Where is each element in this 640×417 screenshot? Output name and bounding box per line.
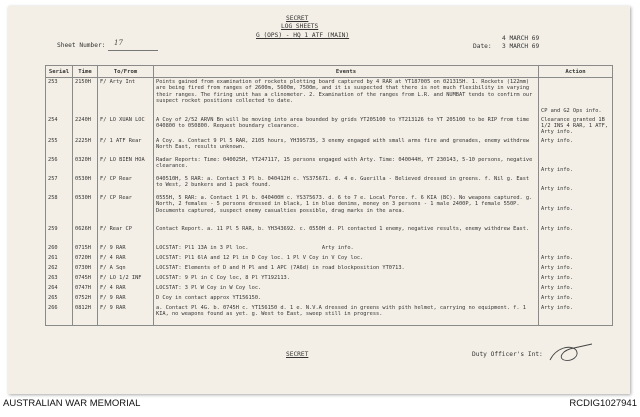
- table-row: [46, 156, 613, 175]
- log-sheet-page: [8, 6, 630, 394]
- tofrom-cell: F/ 9 RAR: [98, 294, 154, 304]
- time-cell: 0752H: [73, 294, 98, 304]
- time-cell: 0720H: [73, 254, 98, 264]
- title-unit: G (OPS) - HQ 1 ATF (MAIN): [256, 32, 350, 39]
- sheet-number-value: 17: [114, 39, 123, 47]
- sheet-number-underline: [108, 50, 158, 51]
- time-cell: 0745H: [73, 274, 98, 284]
- events-cell: 0555H, 5 RAR: a. Contact 1 Pl b. 040400H c. YS375673. d. 6 to 7 e. Local Force. f. 6 KIA (BC). No weapons captured. g. North, 2 females - 5 persons dressed in black, 1 in blue denims, money on 3 persons - 1 male 2400P, 1 female 550P. Documents captured, suspect enemy casualties possible, drag marks in the area.: [154, 194, 539, 225]
- tofrom-cell: F/ LO XUAN LOC: [98, 116, 154, 137]
- table-row: [46, 137, 613, 156]
- time-cell: 2225H: [73, 137, 98, 156]
- col-tofrom-header: To/From: [98, 66, 154, 78]
- time-cell: 0626H: [73, 225, 98, 244]
- serial-cell: 253: [46, 78, 73, 116]
- events-cell: LOCSTAT: Elements of D and H Pl and 1 APC (7A6d) in road blockposition YT0713.: [154, 264, 539, 274]
- archive-reference: RCDIG1027941: [569, 398, 637, 409]
- events-cell: Points gained from examination of rockets plotting board captured by 4 RAR at YT187005 on 021315H. 1. Rockets (122mm) are being fired from ranges of 2600m, 5600m, 7500m, and it is suspected that there is not much flexibility in varying their ranges. The firing unit has a clinometer. 2. Examination of the ranges from L.R. and NUMBAT tends to confirm our suspect rocket positions collected to date.: [154, 78, 539, 116]
- serial-cell: 258: [46, 194, 73, 225]
- duty-officer-label: Duty Officer's Int:: [472, 351, 543, 358]
- table-row: [46, 194, 613, 225]
- date-line-1: 4 MARCH 69: [502, 35, 540, 42]
- tofrom-cell: F/ LO BIEN HOA: [98, 156, 154, 175]
- title-log-sheets: LOG SHEETS: [281, 23, 319, 30]
- time-cell: 0320H: [73, 156, 98, 175]
- action-cell: Arty info.: [539, 304, 613, 326]
- action-cell: CP and G2 Ops info.: [539, 78, 613, 116]
- events-cell: LOCSTAT: Pl1 6lA and 12 Pl in D Coy loc. 1 Pl V Coy in V Coy loc.: [154, 254, 539, 264]
- tofrom-cell: F/ LO 1/2 INF: [98, 274, 154, 284]
- tofrom-cell: F/ Arty Int: [98, 78, 154, 116]
- tofrom-cell: F/ CP Rear: [98, 194, 154, 225]
- action-cell: Arty info.: [539, 175, 613, 194]
- events-cell: LOCSTAT: Pl1 13A in 3 Pl loc. Arty info.: [154, 244, 539, 254]
- time-cell: 0530H: [73, 194, 98, 225]
- time-cell: 0730H: [73, 264, 98, 274]
- table-row: [46, 254, 613, 264]
- events-cell: A Coy of 2/52 ARVN Bn will be moving into area bounded by grids YT205100 to YT213126 to YT 205100 to be RIP from time 040800 to 050800. Request boundary clearance.: [154, 116, 539, 137]
- table-row: [46, 304, 613, 326]
- serial-cell: 255: [46, 137, 73, 156]
- action-cell: Arty info.: [539, 264, 613, 274]
- serial-cell: 259: [46, 225, 73, 244]
- serial-cell: 265: [46, 294, 73, 304]
- table-row: [46, 116, 613, 137]
- action-cell: Arty info.: [539, 156, 613, 175]
- col-serial-header: Serial: [46, 66, 73, 78]
- action-cell: Clearance granted 1B 1/2 INS 4 RAR, 1 ATF, Arty info.: [539, 116, 613, 137]
- serial-cell: 266: [46, 304, 73, 326]
- table-row: [46, 244, 613, 254]
- events-cell: LOCSTAT: 9 Pl in C Coy loc, 8 Pl YT192113.: [154, 274, 539, 284]
- col-time-header: Time: [73, 66, 98, 78]
- serial-cell: 256: [46, 156, 73, 175]
- tofrom-cell: F/ CP Rear: [98, 175, 154, 194]
- tofrom-cell: F/ 1 ATF Rear: [98, 137, 154, 156]
- events-cell: Radar Reports: Time: 040025H, YT247117, 15 persons engaged with Arty. Time: 040044H, YT 230143, 5-10 persons, negative clearance.: [154, 156, 539, 175]
- serial-cell: 260: [46, 244, 73, 254]
- date-label: Date:: [473, 43, 492, 50]
- log-table: [45, 65, 613, 326]
- serial-cell: 262: [46, 264, 73, 274]
- classification-top: SECRET: [286, 15, 309, 22]
- serial-cell: 254: [46, 116, 73, 137]
- time-cell: 0715H: [73, 244, 98, 254]
- sheet-number-label: Sheet Number:: [57, 42, 106, 49]
- events-cell: 040510H, 5 RAR: a. Contact 3 Pl b. 040412H c. YS375671. d. 4 e. Guerilla - Believed dressed in greens. f. Nil g. East to West, 2 bunkers and 1 pack found.: [154, 175, 539, 194]
- tofrom-cell: F/ A Sqn: [98, 264, 154, 274]
- duty-officer-initials-signature: [546, 342, 596, 364]
- tofrom-cell: F/ 4 RAR: [98, 284, 154, 294]
- table-header-row: [46, 66, 613, 78]
- col-action-header: Action: [539, 66, 613, 78]
- events-cell: LOCSTAT: 3 Pl W Coy in W Coy loc.: [154, 284, 539, 294]
- time-cell: 2240H: [73, 116, 98, 137]
- tofrom-cell: F/ 9 RAR: [98, 244, 154, 254]
- events-cell: Contact Report. a. 11 Pl 5 RAR, b. YH343692. c. 0550H d. Pl contacted 1 enemy, negative results, enemy withdrew East.: [154, 225, 539, 244]
- table-row: [46, 274, 613, 284]
- action-cell: Arty info.: [539, 294, 613, 304]
- events-cell: A Coy. a. Contact 9 Pl 5 RAR, 2105 hours, YH395735, 3 enemy engaged with small arms fire and grenades, enemy withdrew North East, results unknown.: [154, 137, 539, 156]
- serial-cell: 263: [46, 274, 73, 284]
- tofrom-cell: F/ 9 RAR: [98, 304, 154, 326]
- table-row: [46, 264, 613, 274]
- serial-cell: 257: [46, 175, 73, 194]
- tofrom-cell: F/ Rear CP: [98, 225, 154, 244]
- serial-cell: 264: [46, 284, 73, 294]
- time-cell: 0747H: [73, 284, 98, 294]
- table-row: [46, 175, 613, 194]
- tofrom-cell: F/ 4 RAR: [98, 254, 154, 264]
- col-events-header: Events: [154, 66, 539, 78]
- action-cell: Arty info.: [539, 225, 613, 244]
- action-cell: Arty info.: [539, 254, 613, 264]
- action-cell: Arty info.: [539, 137, 613, 156]
- action-cell: Arty info.: [539, 284, 613, 294]
- action-cell: Arty info.: [539, 194, 613, 225]
- table-row: [46, 284, 613, 294]
- action-cell: Arty info.: [539, 274, 613, 284]
- time-cell: 2150H: [73, 78, 98, 116]
- archive-institution: AUSTRALIAN WAR MEMORIAL: [3, 398, 141, 409]
- table-row: [46, 78, 613, 116]
- time-cell: 0530H: [73, 175, 98, 194]
- serial-cell: 261: [46, 254, 73, 264]
- table-row: [46, 225, 613, 244]
- events-cell: D Coy in contact approx YT156150.: [154, 294, 539, 304]
- time-cell: 0812H: [73, 304, 98, 326]
- date-line-2: 3 MARCH 69: [502, 43, 540, 50]
- events-cell: a. Contact Pl 4G. b. 0745H c. YT156150 d. 1 e. N.V.A dressed in greens with pith helmet, carrying no equipment. f. 1 KIA, no weapons found as yet. g. West to East, sweep still in progress.: [154, 304, 539, 326]
- classification-bottom: SECRET: [286, 351, 309, 358]
- action-cell: [539, 244, 613, 254]
- table-row: [46, 294, 613, 304]
